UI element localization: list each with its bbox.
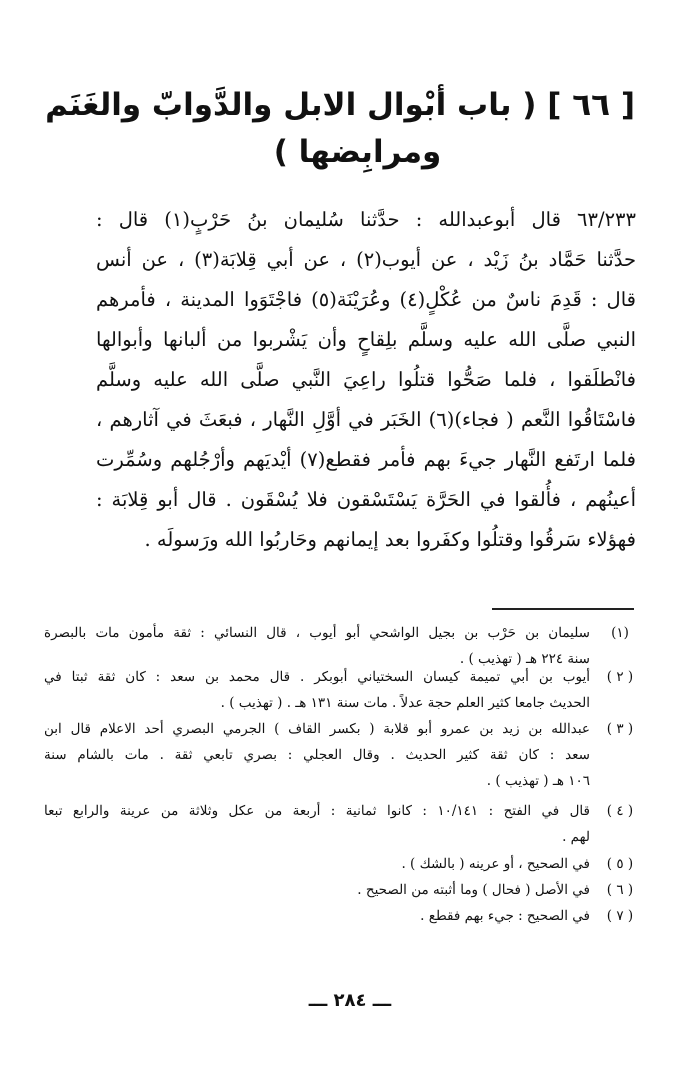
footnote-3 bbox=[44, 716, 640, 794]
chapter-title bbox=[45, 82, 635, 176]
footnote-line: في الصحيح : جيء بهم فقطع . bbox=[420, 908, 590, 924]
hadith-line: فلما ارتَفع النَّهار جيءَ بهم فأمر فقطع(٧) أيْديَهم وأرْجُلهم وسُمِّرت bbox=[96, 448, 636, 471]
footnote-number: (١) bbox=[611, 625, 629, 641]
footnote-line: ١٠٦ هـ ( تهذيب ) . bbox=[486, 773, 590, 789]
footnote-number: ( ٧ ) bbox=[606, 908, 634, 924]
footnote-line: عبدالله بن زيد بن عمرو أبو قلابة ( بكسر القاف ) الجرمي البصري أحد الاعلام قال ابن bbox=[44, 721, 590, 737]
footnote-4 bbox=[44, 798, 640, 850]
hadith-line: ٦٣/٢٣٣ قال أبوعبدالله : حدَّثنا سُليمان بنُ حَرْبٍ(١) قال : bbox=[96, 208, 636, 231]
footnote-separator bbox=[492, 608, 634, 610]
footnote-number: ( ٥ ) bbox=[606, 856, 634, 872]
footnote-line: قال في الفتح : ١٠/١٤١ : كانوا ثمانية : أربعة من عكل وثلاثة من عرينة والرابع تبعا bbox=[44, 803, 590, 819]
footnote-line: سعد : كان ثقة كثير الحديث . وقال العجلي : بصري تابعي ثقة . مات بالشام سنة bbox=[44, 747, 590, 763]
footnote-number: ( ٣ ) bbox=[606, 721, 634, 737]
footnote-7 bbox=[44, 903, 640, 929]
footnote-5 bbox=[44, 851, 640, 877]
hadith-line: النبي صلَّى الله عليه وسلَّم بلِقاحٍ وأن يَشْربوا من ألبانها وأبوالها bbox=[96, 328, 636, 351]
hadith-line: فانْطلَقوا ، فلما صَحُّوا قتلُوا راعِيَ النَّبي صلَّى الله عليه وسلَّم bbox=[96, 368, 636, 391]
chapter-title-line: [ ٦٦ ] ( باب أبْوال الابل والدَّوابّ والغَنَم bbox=[45, 87, 635, 123]
footnote-number: ( ٦ ) bbox=[606, 882, 634, 898]
footnote-line: في الصحيح ، أو عرينه ( بالشك ) . bbox=[401, 856, 590, 872]
footnote-line: أيوب بن أبي تميمة كيسان السختياني أبوبكر . قال محمد بن سعد : كان ثقة ثبتا في bbox=[44, 669, 590, 685]
footnote-line: في الأصل ( فحال ) وما أثبته من الصحيح . bbox=[357, 882, 590, 898]
footnote-number: ( ٤ ) bbox=[606, 803, 634, 819]
hadith-line: أعينُهم ، فأُلقوا في الحَرَّة يَسْتَسْقون فلا يُسْقَون . قال أبو قِلابَة : bbox=[96, 488, 636, 511]
footnote-number: ( ٢ ) bbox=[606, 669, 634, 685]
footnote-line: سليمان بن حَرْب بن بجيل الواشحي أبو أيوب ، قال النسائي : ثقة مأمون مات بالبصرة bbox=[44, 625, 590, 641]
hadith-line: فهؤلاء سَرقُوا وقتلُوا وكفَروا بعد إيمانهم وحَاربُوا الله ورَسولَه . bbox=[144, 528, 636, 551]
footnote-line: الحديث جامعا كثير العلم حجة عدلاً . مات سنة ١٣١ هـ . ( تهذيب ) . bbox=[220, 695, 590, 711]
hadith-line: حدَّثنا حَمَّاد بنُ زَيْد ، عن أيوب(٢) ، عن أبي قِلابَة(٣) ، عن أنس bbox=[96, 248, 636, 271]
footnote-2 bbox=[44, 664, 640, 716]
footnote-line: سنة ٢٢٤ هـ ( تهذيب ) . bbox=[459, 651, 590, 667]
page-number: ـــ ٢٨٤ ـــ bbox=[308, 990, 392, 1011]
footnote-6 bbox=[44, 877, 640, 903]
hadith-line: قال : قَدِمَ ناسٌ من عُكْلٍ(٤) وعُرَيْنَة(٥) فاجْتَوَوا المدينة ، فأمرهم bbox=[96, 288, 636, 311]
hadith-text bbox=[96, 200, 636, 560]
hadith-line: فاسْتَاقُوا النَّعم ( فجاء)(٦) الخَبَر في أوَّلِ النَّهار ، فبعَثَ في آثارهم ، bbox=[96, 408, 636, 431]
chapter-title-line: ومرابِضها ) bbox=[273, 134, 442, 170]
footnote-line: لهم . bbox=[562, 829, 590, 845]
